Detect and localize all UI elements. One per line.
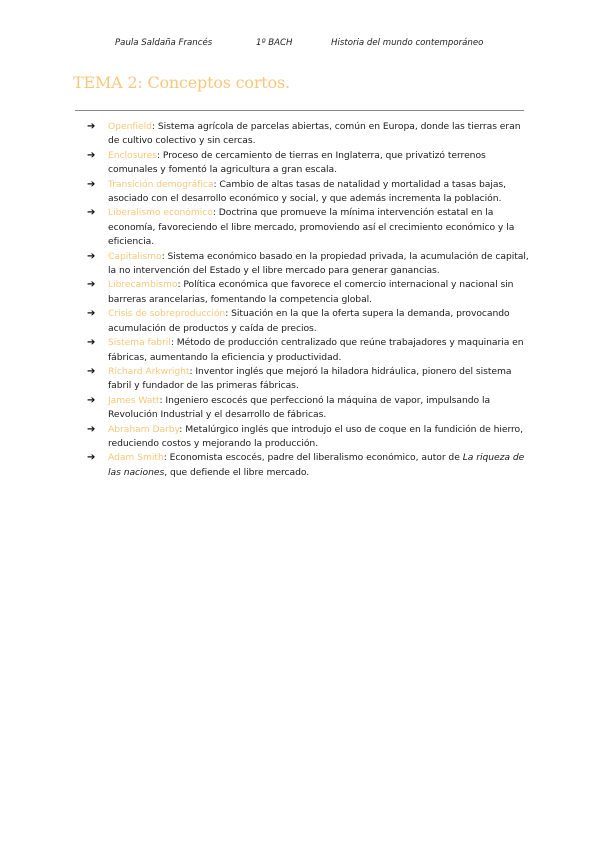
right-arrow-icon: ➔ (87, 365, 96, 377)
concept-item (87, 120, 532, 149)
concept-definition: Política económica que favorece el comercio internacional y nacional sin barreras arancelarias, fomentando la competencia global. (108, 279, 514, 305)
concept-separator: : (212, 207, 219, 219)
concept-separator: : (163, 452, 170, 464)
right-arrow-icon: ➔ (87, 394, 96, 406)
right-arrow-icon: ➔ (87, 149, 96, 161)
concept-separator: : (177, 279, 184, 291)
concept-separator: : (151, 121, 158, 132)
concept-definition: Ingeniero escocés que perfeccionó la máquina de vapor, impulsando la Revolución Industrial y el desarrollo de fábricas. (108, 394, 491, 421)
concept-item (87, 423, 532, 452)
concept-definition: Sistema económico basado en la propiedad privada, la acumulación de capital, la no intervención del Estado y el libre mercado para generar ganancias. (108, 250, 529, 277)
right-arrow-icon: ➔ (87, 207, 96, 219)
concept-term: Sistema fabril (108, 337, 171, 349)
page-title: TEMA 2: Conceptos cortos. (73, 73, 290, 92)
page-header (0, 38, 600, 52)
header-author: Paula Saldaña Francés (115, 38, 213, 48)
concept-definition: Metalúrgico inglés que introdujo el uso de coque en la fundición de hierro, reduciendo costos y mejorando la producción. (108, 423, 523, 449)
concept-item (87, 307, 532, 336)
concept-definition: Método de producción centralizado que reúne trabajadores y maquinaria en fábricas, aumentando la eficiencia y productividad. (108, 337, 524, 363)
book-title: La riqueza de las naciones (108, 452, 525, 478)
right-arrow-icon: ➔ (87, 121, 96, 132)
concept-definition: Proceso de cercamiento de tierras en Inglaterra, que privatizó terrenos comunales y fomentó la agricultura a gran escala. (108, 149, 486, 176)
concept-term: Abraham Darby (108, 423, 180, 435)
title-divider (75, 110, 524, 111)
concept-item (87, 206, 532, 249)
concept-separator: : (156, 149, 163, 161)
concept-item (87, 278, 532, 307)
concept-term: Librecambismo (108, 279, 178, 291)
concept-separator: : (159, 394, 166, 406)
concept-term: James Watt (108, 394, 160, 406)
concept-term: Openfield (108, 121, 152, 132)
right-arrow-icon: ➔ (87, 423, 96, 435)
concept-item (87, 178, 532, 207)
concept-definition: Doctrina que promueve la mínima intervención estatal en la economía, favoreciendo el libre mercado, promoviendo así el crecimiento económico y la eficiencia. (108, 207, 515, 248)
header-course: 1º BACH (256, 38, 293, 48)
concept-separator: : (179, 423, 186, 435)
concept-definition: Sistema agrícola de parcelas abiertas, común en Europa, donde las tierras eran de cultivo colectivo y sin cercas. (108, 121, 521, 147)
concept-item (87, 149, 532, 178)
right-arrow-icon: ➔ (87, 452, 96, 464)
right-arrow-icon: ➔ (87, 250, 96, 262)
concept-definition-end: , que defiende el libre mercado. (164, 466, 310, 478)
concept-definition: Economista escocés, padre del liberalismo económico, autor de (169, 452, 463, 464)
concept-item (87, 365, 532, 394)
concept-item (87, 451, 532, 480)
concept-term: Adam Smith (108, 452, 164, 464)
concept-term: Enclosures (108, 149, 157, 161)
concept-term: Richard Arkwright (108, 365, 190, 377)
concept-item (87, 336, 532, 365)
right-arrow-icon: ➔ (87, 337, 96, 349)
concept-separator: : (213, 178, 220, 190)
concept-list (87, 120, 532, 480)
concept-term: Transición demográfica (108, 178, 214, 190)
concept-term: Crisis de sobreproducción (108, 308, 226, 320)
concept-separator: : (170, 337, 177, 349)
concept-separator: : (161, 250, 168, 262)
right-arrow-icon: ➔ (87, 178, 96, 190)
concept-definition: Cambio de altas tasas de natalidad y mortalidad a tasas bajas, asociado con el desarrollo económico y social, y que además incrementa la población. (108, 178, 507, 205)
concept-item (87, 250, 532, 279)
right-arrow-icon: ➔ (87, 279, 96, 291)
concept-separator: : (189, 365, 196, 377)
concept-term: Capitalismo (108, 250, 162, 262)
concept-definition: Situación en la que la oferta supera la demanda, provocando acumulación de productos y caída de precios. (108, 308, 510, 334)
concept-item (87, 394, 532, 423)
header-subject: Historia del mundo contemporáneo (331, 38, 484, 48)
concept-term: Liberalismo económico (108, 207, 213, 219)
concept-definition: Inventor inglés que mejoró la hiladora hidráulica, pionero del sistema fabril y fundador de las primeras fábricas. (108, 365, 512, 392)
right-arrow-icon: ➔ (87, 308, 96, 320)
concept-separator: : (225, 308, 232, 320)
